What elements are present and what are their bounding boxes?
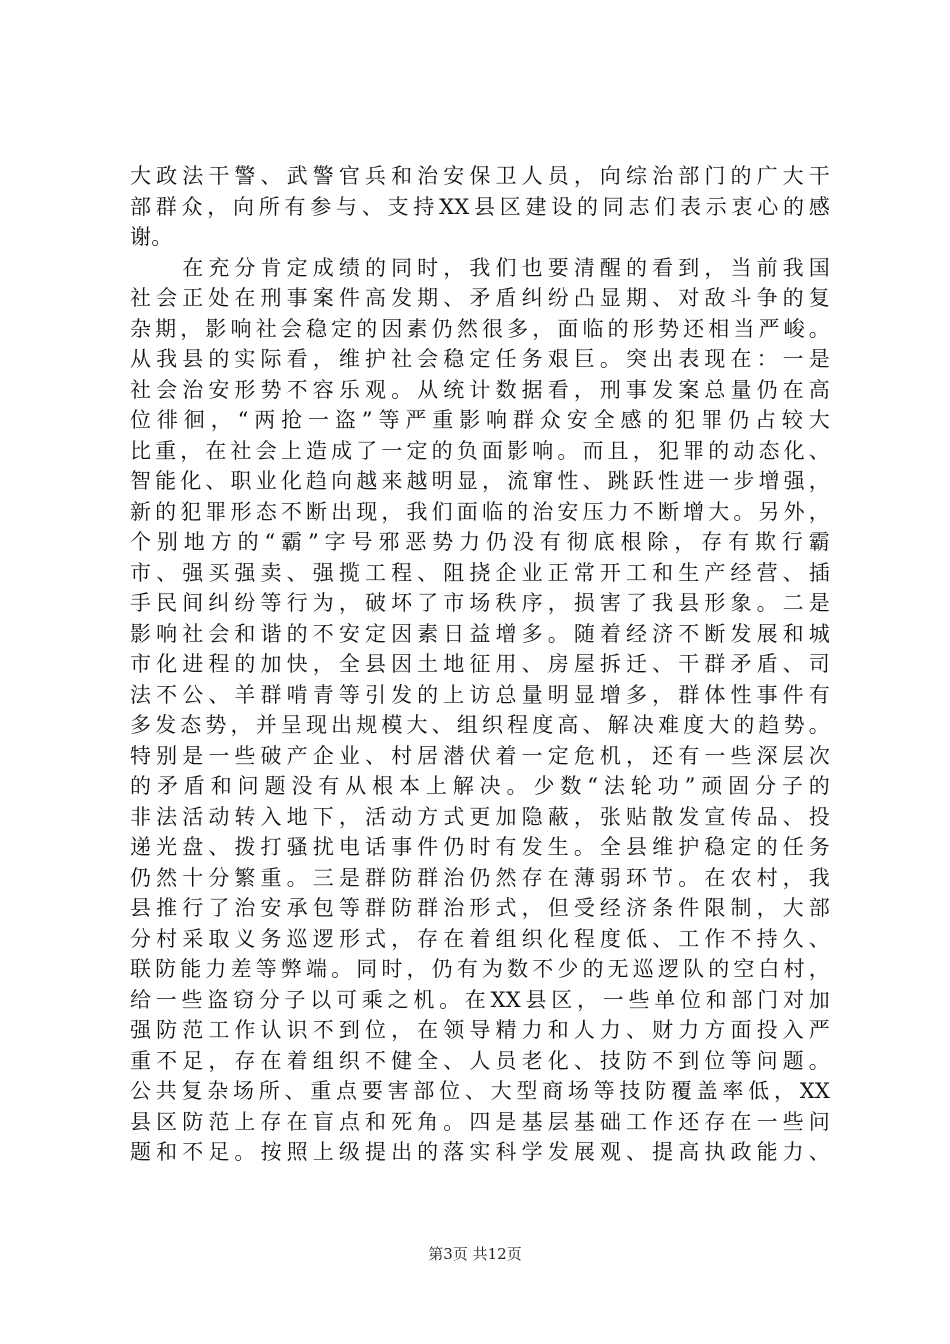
text-line: 题和不足。按照上级提出的落实科学发展观、提高执政能力、: [130, 1140, 830, 1164]
text-line: 市、强买强卖、强揽工程、阻挠企业正常开工和生产经营、插: [130, 560, 830, 585]
text-line: 分村采取义务巡逻形式，存在着组织化程度低、工作不持久、: [130, 926, 830, 951]
text-line: 联防能力差等弊端。同时，仍有为数不少的无巡逻队的空白村，: [130, 957, 830, 981]
text-line: 法不公、羊群啃青等引发的上访总量明显增多，群体性事件有: [130, 682, 830, 707]
text-line: 杂期，影响社会稳定的因素仍然很多，面临的形势还相当严峻。: [130, 316, 830, 341]
text-line: 仍然十分繁重。三是群防群治仍然存在薄弱环节。在农村，我: [130, 865, 830, 890]
text-line: 谢。: [130, 225, 173, 249]
text-line: 特别是一些破产企业、村居潜伏着一定危机，还有一些深层次: [130, 743, 830, 768]
text-line: 县区防范上存在盲点和死角。四是基层基础工作还存在一些问: [130, 1109, 830, 1134]
text-line: 在充分肯定成绩的同时，我们也要清醒的看到，当前我国: [130, 255, 830, 280]
text-line: 影响社会和谐的不安定因素日益增多。随着经济不断发展和城: [130, 621, 830, 646]
text-line: 公共复杂场所、重点要害部位、大型商场等技防覆盖率低，XX: [130, 1079, 830, 1103]
text-line: 社会正处在刑事案件高发期、矛盾纠纷凸显期、对敌斗争的复: [130, 286, 830, 310]
text-line: 社会治安形势不容乐观。从统计数据看，刑事发案总量仍在高: [130, 377, 830, 402]
text-line: 新的犯罪形态不断出现，我们面临的治安压力不断增大。另外，: [130, 499, 830, 524]
text-line: 位徘徊，“两抢一盗”等严重影响群众安全感的犯罪仍占较大: [130, 408, 830, 432]
text-line: 个别地方的“霸”字号邪恶势力仍没有彻底根除，存有欺行霸: [130, 530, 830, 554]
text-line: 强防范工作认识不到位，在领导精力和人力、财力方面投入严: [130, 1018, 830, 1042]
text-line: 部群众，向所有参与、支持XX县区建设的同志们表示衷心的感: [130, 194, 830, 219]
text-line: 多发态势，并呈现出规模大、组织程度高、解决难度大的趋势。: [130, 713, 830, 737]
text-line: 给一些盗窃分子以可乘之机。在XX县区，一些单位和部门对加: [130, 987, 830, 1012]
text-line: 大政法干警、武警官兵和治安保卫人员，向综治部门的广大干: [130, 164, 830, 188]
text-line: 智能化、职业化趋向越来越明显，流窜性、跳跃性进一步增强，: [130, 469, 830, 493]
text-line: 非法活动转入地下，活动方式更加隐蔽，张贴散发宣传品、投: [130, 804, 830, 829]
text-line: 的矛盾和问题没有从根本上解决。少数“法轮功”顽固分子的: [130, 774, 830, 798]
text-line: 递光盘、拨打骚扰电话事件仍时有发生。全县维护稳定的任务: [130, 835, 830, 859]
text-line: 从我县的实际看，维护社会稳定任务艰巨。突出表现在：一是: [130, 347, 830, 371]
page-number-footer: 第3页 共12页: [428, 1245, 522, 1263]
text-line: 比重，在社会上造成了一定的负面影响。而且，犯罪的动态化、: [130, 438, 830, 463]
text-line: 市化进程的加快，全县因土地征用、房屋拆迁、干群矛盾、司: [130, 652, 830, 676]
text-line: 重不足，存在着组织不健全、人员老化、技防不到位等问题。: [130, 1048, 830, 1073]
text-line: 县推行了治安承包等群防群治形式，但受经济条件限制，大部: [130, 896, 830, 920]
text-line: 手民间纠纷等行为，破坏了市场秩序，损害了我县形象。二是: [130, 591, 830, 615]
body-text: [130, 161, 830, 1168]
